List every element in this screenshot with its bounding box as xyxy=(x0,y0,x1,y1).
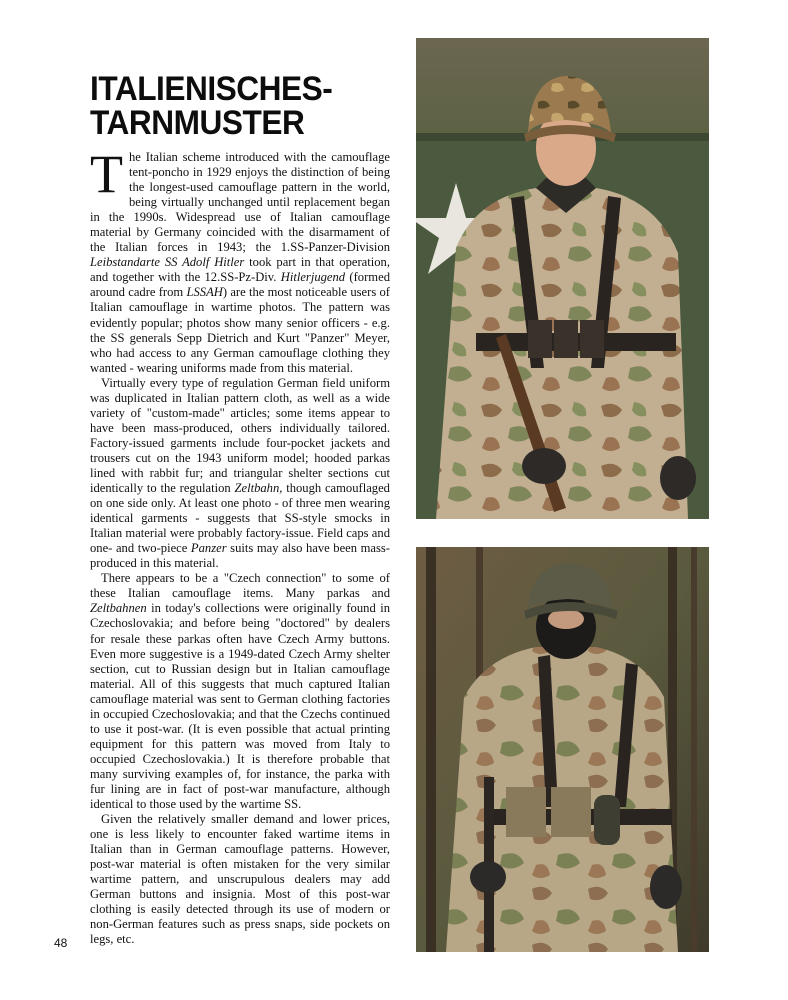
p3-text-2: in today's collections were originally found in Czechoslovakia; and before being "doctored" by dealers for resale these parkas often have Czech Army buttons. Even more suggestive is a 1949-dated Czech Army shelter section, cut to Russian design but in Italian camouflage material. All of this suggests that much captured Italian camouflage material was sent to German clothing factories in occupied Czechoslovakia; and that the Czechs continued to use it post-war. (It is even possible that actual printing equipment for this pattern was moved from Italy to occupied Czechoslovakia.) It is therefore probable that many surviving examples of, for instance, the parka with fur lining are in fact of post-war manufacture, although identical to those used by the wartime SS. xyxy=(90,601,390,812)
p1-text-1: he Italian scheme introduced with the camouflage tent-poncho in 1929 enjoys the distinction of being the longest-used camouflage pattern in the world, being virtually unchanged until replacement began in the 1990s. Widespread use of Italian camouflage material by Germany coincided with the disarmament of the Italian forces in 1943; the 1.SS-Panzer-Division xyxy=(90,150,390,255)
p2-text-2: though camouflaged on one side only. At least one photo - of three men wearing identical garments - suggests that SS-style smocks in Italian material were probably factory-issue. Field caps and one- and two-piece xyxy=(90,481,390,556)
title-line-2: TARNMUSTER xyxy=(90,104,305,142)
article-body xyxy=(90,144,391,947)
drop-cap: T xyxy=(90,144,123,204)
photo-soldier-forest xyxy=(416,547,709,952)
paragraph-1 xyxy=(90,144,390,376)
p1-text-3: (formed around cadre from xyxy=(90,270,390,300)
p2-em-2: Panzer xyxy=(190,541,227,556)
photo-soldier-helmet-camo-illustration xyxy=(416,38,709,519)
p2-text-1: Virtually every type of regulation German field uniform was duplicated in Italian pattern cloth, as well as a wide variety of "custom-made" articles; some items appear to have been mass-produced, others individually tailored. Factory-issued garments include four-pocket jackets and trousers cut on the 1943 uniform model; hooded parkas lined with rabbit fur; and triangular shelter sections cut identically to the regulation xyxy=(90,375,390,496)
p4-text-1: Given the relatively smaller demand and lower prices, one is less likely to encounter faked wartime items in Italian than in German camouflage patterns. However, post-war material is often mistaken for the very similar wartime pattern, and unscrupulous dealers may add German buttons and insignia. Most of this post-war clothing is easily detected through its use of modern or non-German features such as press snaps, side pockets on legs, etc. xyxy=(90,812,390,947)
p2-em-1: Zeltbahn, xyxy=(234,481,283,496)
p1-em-2: Hitlerjugend xyxy=(280,270,346,285)
p3-em-1: Zeltbahnen xyxy=(90,601,147,616)
page-number: 48 xyxy=(54,936,68,950)
paragraph-3 xyxy=(90,571,390,812)
paragraph-2 xyxy=(90,376,390,572)
photo-soldier-forest-illustration xyxy=(416,547,709,952)
title-line-1: ITALIENISCHES- xyxy=(90,70,333,108)
p2-text-3: suits may also have been mass-produced in this material. xyxy=(90,541,391,571)
p3-text-1: There appears to be a "Czech connection" to some of these Italian camouflage items. Many parkas and xyxy=(90,571,390,601)
p1-text-4: ) are the most noticeable users of Italian camouflage in wartime photos. The pattern was evidently popular; photos show many senior officers - e.g. the SS generals Sepp Dietrich and Kurt "Panzer" Meyer, who had access to any German camouflage clothing they wanted - wearing uniforms made from this material. xyxy=(90,285,390,375)
p1-em-3: LSSAH xyxy=(186,285,223,300)
photo-soldier-helmet-camo xyxy=(416,38,709,519)
article-title xyxy=(90,72,369,140)
p1-text-2: took part in that operation, and together with the 12.SS-Pz-Div. xyxy=(90,255,390,285)
p1-em-1: Leibstandarte SS Adolf Hitler xyxy=(90,255,245,270)
paragraph-4 xyxy=(90,812,390,947)
